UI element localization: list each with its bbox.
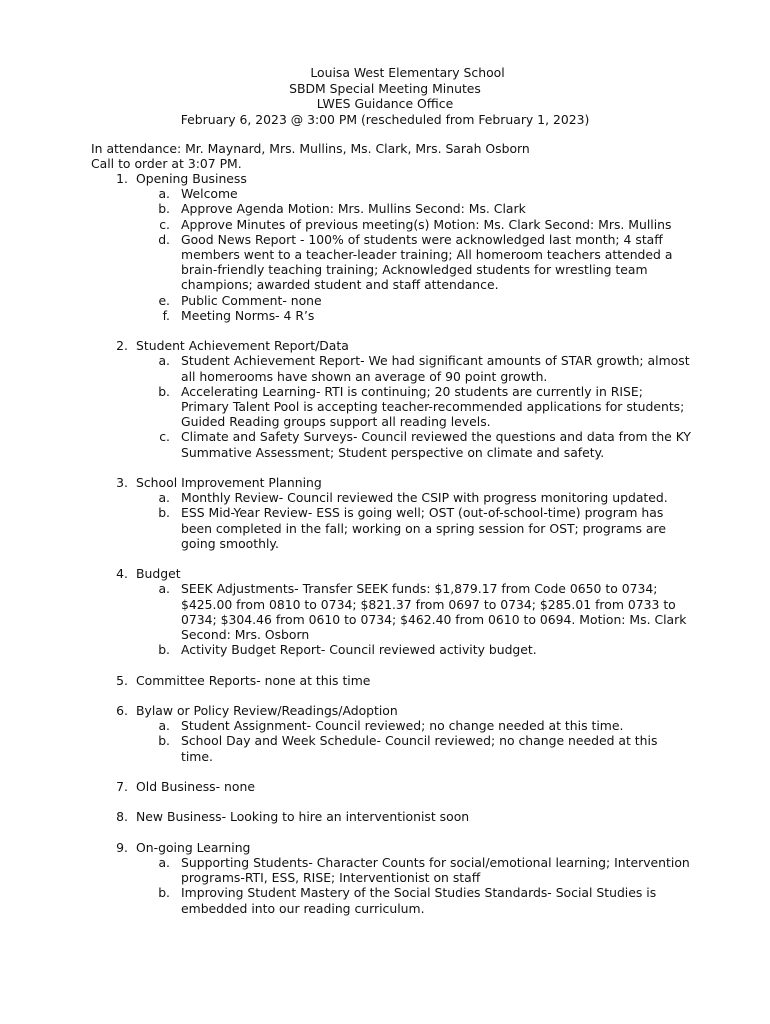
school-name: Louisa West Elementary School bbox=[310, 65, 505, 80]
section-number: 1. bbox=[116, 171, 128, 186]
item-letter: a. bbox=[158, 581, 170, 597]
section-item bbox=[91, 490, 691, 505]
item-text: School Day and Week Schedule- Council reviewed; no change needed at this time. bbox=[181, 733, 658, 764]
section-heading bbox=[91, 566, 691, 581]
section-number: 3. bbox=[116, 475, 128, 491]
item-text: Student Achievement Report- We had significant amounts of STAR growth; almost all homerooms have shown an average of 90 point growth. bbox=[181, 353, 690, 384]
agenda-section bbox=[91, 171, 691, 323]
section-item bbox=[91, 308, 691, 323]
section-heading bbox=[91, 703, 691, 718]
agenda-section bbox=[91, 809, 691, 824]
item-letter: b. bbox=[158, 505, 170, 521]
section-heading bbox=[91, 779, 691, 794]
item-letter: a. bbox=[158, 855, 170, 871]
item-text: SEEK Adjustments- Transfer SEEK funds: $1,879.17 from Code 0650 to 0734; $425.00 from 0810 to 0734; $821.37 from 0697 to 0734; $285.01 from 0733 to 0734; $304.46 from 0610 to 0734; $462.40 from 0610 to 0694. Motion: Ms. Clark Second: Mrs. Osborn bbox=[181, 581, 687, 643]
section-heading bbox=[91, 171, 691, 186]
agenda-section bbox=[91, 566, 691, 657]
item-letter: f. bbox=[162, 307, 170, 323]
section-item bbox=[91, 581, 691, 642]
item-letter: a. bbox=[158, 186, 170, 202]
agenda-section bbox=[91, 703, 691, 764]
section-number: 7. bbox=[116, 779, 128, 795]
section-item bbox=[91, 855, 691, 885]
section-item bbox=[91, 505, 691, 551]
section-title: Committee Reports- none at this time bbox=[136, 672, 371, 688]
item-letter: b. bbox=[158, 885, 170, 901]
intro bbox=[91, 141, 530, 171]
document-title: SBDM Special Meeting Minutes bbox=[289, 80, 481, 96]
section-item bbox=[91, 733, 691, 763]
section-number: 6. bbox=[116, 703, 128, 719]
section-item bbox=[91, 429, 691, 459]
section-number: 9. bbox=[116, 839, 128, 855]
agenda-sections bbox=[91, 171, 691, 931]
item-text: ESS Mid-Year Review- ESS is going well; OST (out-of-school-time) program has been completed in the fall; working on a spring session for OST; programs are going smoothly. bbox=[181, 505, 666, 551]
section-number: 8. bbox=[116, 809, 128, 825]
section-item bbox=[91, 232, 691, 293]
section-number: 2. bbox=[116, 338, 128, 354]
section-item bbox=[91, 186, 691, 201]
section-heading bbox=[91, 673, 691, 688]
section-title: School Improvement Planning bbox=[136, 475, 322, 491]
section-title: Bylaw or Policy Review/Readings/Adoption bbox=[136, 703, 398, 719]
section-item bbox=[91, 353, 691, 383]
section-item bbox=[91, 384, 691, 430]
agenda-section bbox=[91, 779, 691, 794]
item-text: Good News Report - 100% of students were acknowledged last month; 4 staff members went to a teacher-leader training; All homeroom teachers attended a brain-friendly teaching training; Acknowledged students for wrestling team champions; awarded student and staff attendance. bbox=[181, 231, 673, 293]
item-letter: b. bbox=[158, 642, 170, 658]
section-title: Student Achievement Report/Data bbox=[136, 338, 349, 354]
item-text: Improving Student Mastery of the Social Studies Standards- Social Studies is embedded into our reading curriculum. bbox=[181, 885, 657, 916]
section-title: On-going Learning bbox=[136, 839, 251, 855]
section-item bbox=[91, 217, 691, 232]
item-letter: b. bbox=[158, 201, 170, 217]
document-header bbox=[0, 65, 770, 127]
section-number: 5. bbox=[116, 672, 128, 688]
item-text: Approve Agenda Motion: Mrs. Mullins Second: Ms. Clark bbox=[181, 201, 526, 217]
section-item bbox=[91, 718, 691, 733]
section-heading bbox=[91, 338, 691, 353]
item-letter: c. bbox=[159, 429, 170, 445]
item-letter: e. bbox=[158, 292, 170, 308]
item-letter: c. bbox=[159, 216, 170, 232]
meeting-location: LWES Guidance Office bbox=[316, 96, 454, 111]
section-item bbox=[91, 293, 691, 308]
section-heading bbox=[91, 809, 691, 824]
section-item bbox=[91, 201, 691, 216]
item-letter: a. bbox=[158, 353, 170, 369]
call-to-order-line: Call to order at 3:07 PM. bbox=[91, 156, 242, 172]
agenda-section bbox=[91, 338, 691, 460]
agenda-section bbox=[91, 840, 691, 916]
section-heading bbox=[91, 475, 691, 490]
section-title: Old Business- none bbox=[136, 779, 255, 795]
item-text: Public Comment- none bbox=[181, 292, 322, 308]
agenda-section bbox=[91, 673, 691, 688]
item-text: Accelerating Learning- RTI is continuing; 20 students are currently in RISE; Primary Talent Pool is accepting teacher-recommended applications for students; Guided Reading groups support all reading levels. bbox=[181, 383, 685, 430]
item-letter: a. bbox=[158, 490, 170, 506]
item-letter: d. bbox=[158, 231, 170, 247]
agenda-section bbox=[91, 475, 691, 551]
section-number: 4. bbox=[116, 566, 128, 582]
item-letter: b. bbox=[158, 733, 170, 749]
item-letter: a. bbox=[158, 718, 170, 734]
item-text: Approve Minutes of previous meeting(s) Motion: Ms. Clark Second: Mrs. Mullins bbox=[181, 216, 672, 232]
section-title: New Business- Looking to hire an interventionist soon bbox=[136, 809, 470, 825]
section-item bbox=[91, 642, 691, 657]
item-text: Monthly Review- Council reviewed the CSIP with progress monitoring updated. bbox=[181, 490, 668, 506]
section-title: Budget bbox=[136, 566, 181, 582]
attendance-line: In attendance: Mr. Maynard, Mrs. Mullins, Ms. Clark, Mrs. Sarah Osborn bbox=[91, 141, 530, 156]
item-text: Meeting Norms- 4 R’s bbox=[181, 307, 315, 323]
item-text: Supporting Students- Character Counts for social/emotional learning; Intervention programs-RTI, ESS, RISE; Interventionist on staff bbox=[181, 855, 690, 886]
section-item bbox=[91, 885, 691, 915]
section-title: Opening Business bbox=[136, 171, 247, 186]
meeting-datetime: February 6, 2023 @ 3:00 PM (rescheduled from February 1, 2023) bbox=[180, 111, 590, 127]
item-letter: b. bbox=[158, 383, 170, 399]
item-text: Climate and Safety Surveys- Council reviewed the questions and data from the KY Summative Assessment; Student perspective on climate and safety. bbox=[181, 429, 691, 460]
item-text: Activity Budget Report- Council reviewed activity budget. bbox=[181, 642, 537, 658]
item-text: Student Assignment- Council reviewed; no change needed at this time. bbox=[181, 718, 624, 734]
item-text: Welcome bbox=[181, 186, 238, 202]
section-heading bbox=[91, 840, 691, 855]
